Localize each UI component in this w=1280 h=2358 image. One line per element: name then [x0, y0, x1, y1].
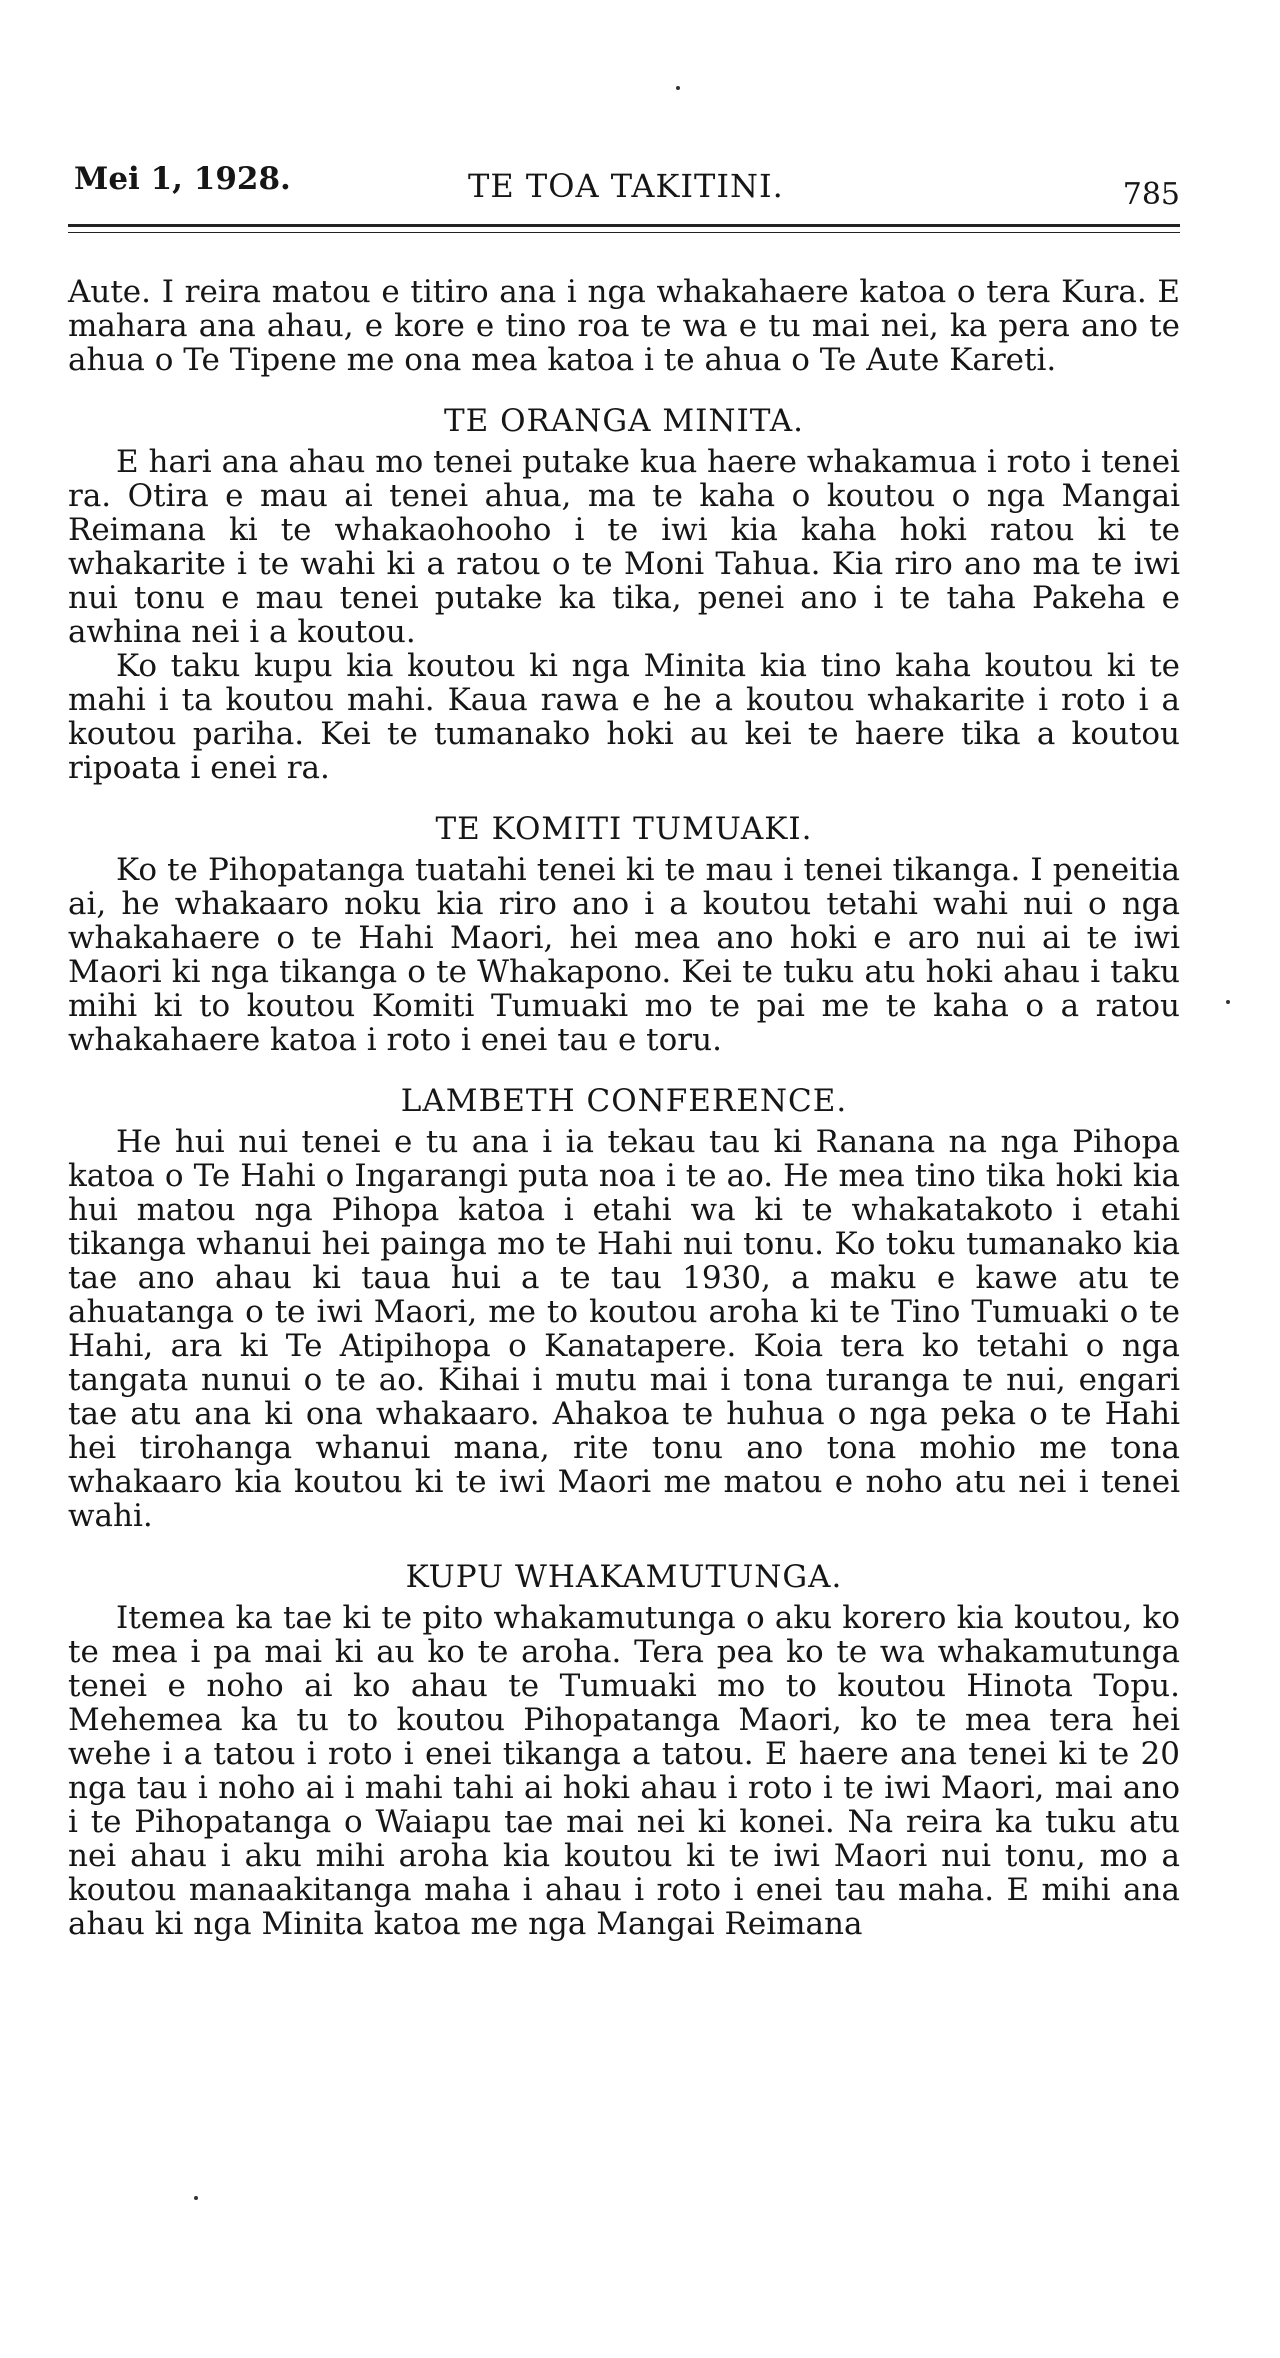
- body-text: [68, 275, 1180, 1941]
- header-date: Mei 1, 1928.: [74, 161, 291, 197]
- print-speck: [194, 2196, 198, 2200]
- header-rule: [68, 224, 1180, 233]
- heading-kupu-whakamutunga: KUPU WHAKAMUTUNGA.: [405, 1559, 843, 1595]
- header-title: TE TOA TAKITINI.: [468, 167, 784, 205]
- print-speck: [1226, 1000, 1230, 1004]
- paragraph: Itemea ka tae ki te pito whakamutunga o aku korero kia koutou, ko te mea i pa mai ki au ko te aroha. Tera pea ko te wa whakamutunga tenei e noho ai ko ahau te Tumuaki mo to koutou Hinota Topu. Mehemea ka tu to koutou Pihopatanga Maori, ko te mea tera hei wehe i a tatou i roto i enei tikanga a tatou. E haere ana tenei ki te 20 nga tau i noho ai i mahi tahi ai hoki ahau i roto i te iwi Maori, mai ano i te Pihopatanga o Waiapu tae mai nei ki konei. Na reira ka tuku atu nei ahau i aku mihi aroha kia koutou ki te iwi Maori nui tonu, mo a koutou manaakitanga maha i ahau i roto i enei tau maha. E mihi ana ahau ki nga Minita katoa me nga Mangai Reimana: [68, 1600, 1180, 1942]
- document-page: [68, 150, 1180, 1941]
- heading-lambeth-conference: LAMBETH CONFERENCE.: [400, 1083, 848, 1119]
- paragraph-continued: Aute. I reira matou e titiro ana i nga whakahaere katoa o tera Kura. E mahara ana ahau, e kore e tino roa te wa e tu mai nei, ka pera ano te ahua o Te Tipene me ona mea katoa i te ahua o Te Aute Kareti.: [68, 274, 1180, 378]
- paragraph: Ko taku kupu kia koutou ki nga Minita kia tino kaha koutou ki te mahi i ta koutou mahi. Kaua rawa e he a koutou whakarite i roto i a koutou pariha. Kei te tumanako hoki au kei te haere tika a koutou ripoata i enei ra.: [68, 648, 1180, 786]
- paragraph: E hari ana ahau mo tenei putake kua haere whakamua i roto i tenei ra. Otira e mau ai tenei ahua, ma te kaha o koutou o nga Mangai Reimana ki te whakaohooho i te iwi kia kaha hoki ratou ki te whakarite i te wahi ki a ratou o te Moni Tahua. Kia riro ano ma te iwi nui tonu e mau tenei putake ka tika, penei ano i te taha Pakeha e awhina nei i a koutou.: [68, 444, 1180, 650]
- page-number: 785: [1122, 177, 1180, 212]
- running-header: [68, 150, 1180, 212]
- print-speck: [676, 86, 680, 90]
- paragraph: Ko te Pihopatanga tuatahi tenei ki te mau i tenei tikanga. I peneitia ai, he whakaaro noku kia riro ano i a koutou tetahi wahi nui o nga whakahaere o te Hahi Maori, hei mea ano hoki e aro nui ai te iwi Maori ki nga tikanga o te Whakapono. Kei te tuku atu hoki ahau i taku mihi ki to koutou Komiti Tumuaki mo te pai me te kaha o a ratou whakahaere katoa i roto i enei tau e toru.: [68, 852, 1180, 1058]
- heading-te-komiti-tumuaki: TE KOMITI TUMUAKI.: [435, 811, 813, 847]
- paragraph: He hui nui tenei e tu ana i ia tekau tau ki Ranana na nga Pihopa katoa o Te Hahi o Ingarangi puta noa i te ao. He mea tino tika hoki kia hui matou nga Pihopa katoa i etahi wa ki te whakatakoto i etahi tikanga whanui hei painga mo te Hahi nui tonu. Ko toku tumanako kia tae ano ahau ki taua hui a te tau 1930, a maku e kawe atu te ahuatanga o te iwi Maori, me to koutou aroha ki te Tino Tumuaki o te Hahi, ara ki Te Atipihopa o Kanatapere. Koia tera ko tetahi o nga tangata nunui o te ao. Kihai i mutu mai i tona turanga te nui, engari tae atu ana ki ona whakaaro. Ahakoa te huhua o nga peka o te Hahi hei tirohanga whanui mana, rite tonu ano tona mohio me tona whakaaro kia koutou ki te iwi Maori me matou e noho atu nei i tenei wahi.: [68, 1124, 1180, 1534]
- heading-te-oranga-minita: TE ORANGA MINITA.: [443, 403, 804, 439]
